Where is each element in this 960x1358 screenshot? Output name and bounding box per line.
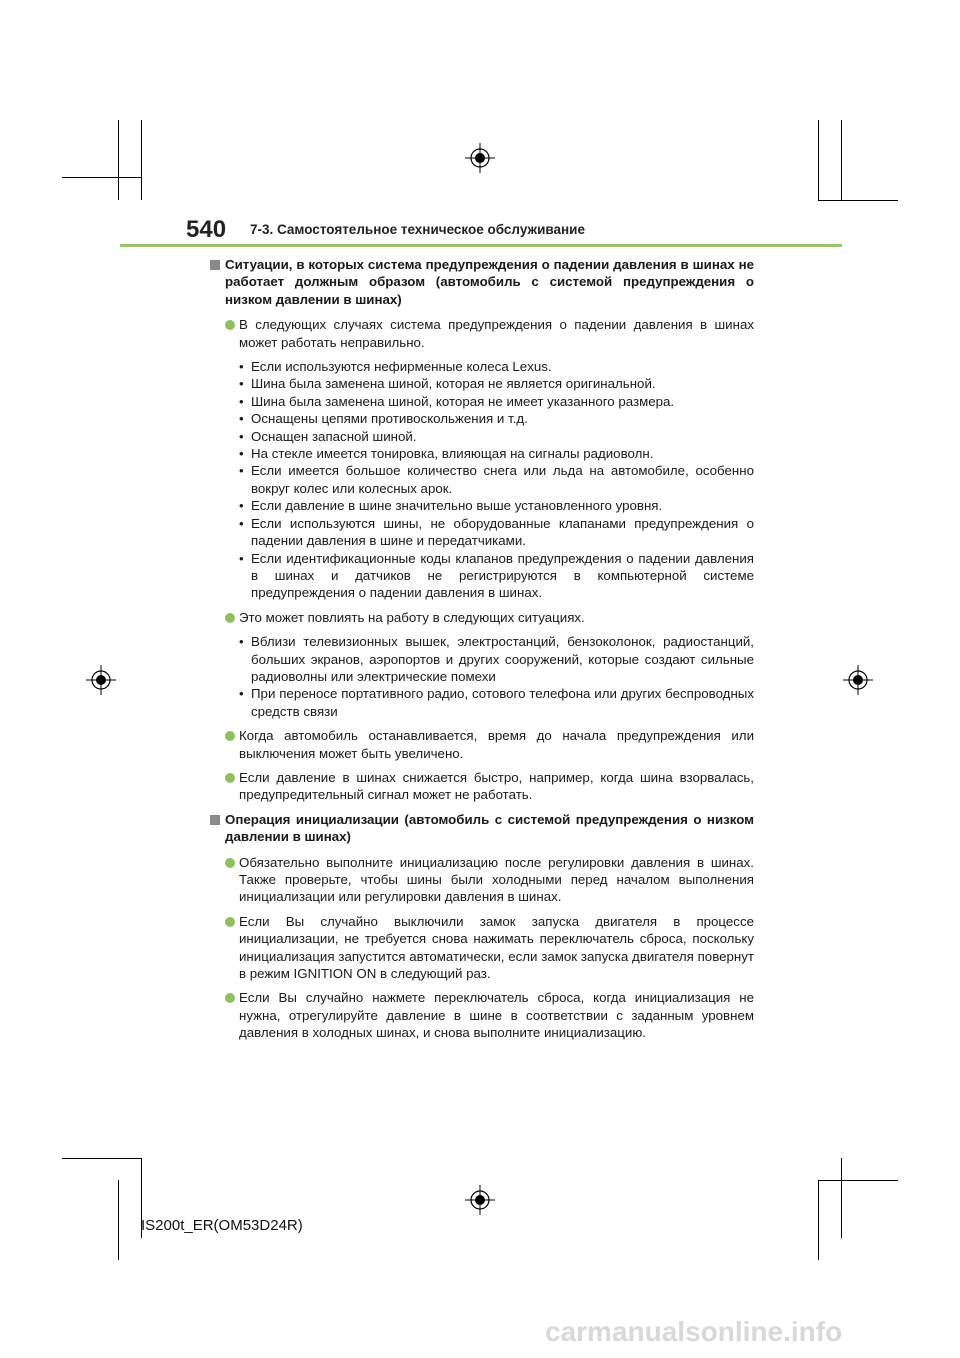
square-bullet-icon bbox=[210, 260, 220, 270]
list-item: • Если идентификационные коды клапанов предупреждения о падении давления в шинах и датчиков не регистрируются в компьютерной системе предупреждения о падении давления в шинах. bbox=[251, 550, 754, 602]
circle-bullet-icon bbox=[225, 773, 235, 783]
crop-mark bbox=[841, 120, 842, 200]
header-divider bbox=[120, 244, 842, 247]
registration-mark-icon bbox=[843, 665, 873, 695]
list-item: • При переносе портативного радио, сотового телефона или других беспроводных средств связи bbox=[251, 685, 754, 720]
paragraph bbox=[210, 913, 754, 983]
section-heading bbox=[210, 811, 754, 846]
crop-mark bbox=[118, 120, 119, 200]
circle-bullet-icon bbox=[225, 917, 235, 927]
circle-bullet-icon bbox=[225, 613, 235, 623]
paragraph bbox=[210, 854, 754, 906]
list-item: • Оснащен запасной шиной. bbox=[251, 428, 754, 445]
list-item: • Если используются шины, не оборудованные клапанами предупреждения о падении давления в шине и передатчиками. bbox=[251, 515, 754, 550]
list-item: • Шина была заменена шиной, которая не имеет указанного размера. bbox=[251, 393, 754, 410]
square-bullet-icon bbox=[210, 815, 220, 825]
watermark: carmanualsonline.info bbox=[545, 1316, 843, 1347]
paragraph bbox=[210, 727, 754, 762]
crop-mark bbox=[141, 120, 142, 200]
paragraph bbox=[210, 609, 754, 626]
circle-bullet-icon bbox=[225, 731, 235, 741]
list-item: • Оснащены цепями противоскольжения и т.д. bbox=[251, 410, 754, 427]
paragraph-text: Если Вы случайно выключили замок запуска двигателя в процессе инициализации, не требуется снова нажимать переключатель сброса, поскольку инициализация запустится автоматически, если замок запуска двигателя повернут в режим IGNITION ON в следующий раз. bbox=[239, 913, 754, 982]
crop-mark bbox=[118, 1180, 119, 1260]
circle-bullet-icon bbox=[225, 993, 235, 1003]
list-item: • На стекле имеется тонировка, влияющая на сигналы радиоволн. bbox=[251, 445, 754, 462]
section-title: 7-3. Самостоятельное техническое обслуживание bbox=[250, 222, 585, 237]
paragraph bbox=[210, 989, 754, 1041]
section-heading-text: Ситуации, в которых система предупреждения о падении давления в шинах не работает должным образом (автомобиль с системой предупреждения о низком давлении в шинах) bbox=[225, 257, 754, 307]
paragraph-text: Когда автомобиль останавливается, время до начала предупреждения или выключения может быть увеличено. bbox=[239, 728, 754, 761]
crop-mark bbox=[818, 120, 819, 200]
crop-mark bbox=[818, 200, 898, 201]
paragraph-text: В следующих случаях система предупреждения о падении давления в шинах может работать неправильно. bbox=[239, 317, 754, 350]
crop-mark bbox=[62, 1158, 142, 1159]
registration-mark-icon bbox=[86, 665, 116, 695]
paragraph-text: Если давление в шинах снижается быстро, например, когда шина взорвалась, предупредительный сигнал может не работать. bbox=[239, 769, 754, 803]
bullet-list bbox=[210, 633, 754, 720]
page-content bbox=[210, 252, 754, 1049]
section-heading-text: Операция инициализации (автомобиль с системой предупреждения о низком давлении в шинах) bbox=[225, 811, 754, 845]
page-number: 540 bbox=[186, 216, 227, 243]
crop-mark bbox=[818, 1180, 898, 1181]
list-item: • Если имеется большое количество снега или льда на автомобиле, особенно вокруг колес или колесных арок. bbox=[251, 462, 754, 497]
crop-mark bbox=[818, 1180, 819, 1260]
paragraph bbox=[210, 316, 754, 351]
registration-mark-icon bbox=[465, 143, 495, 173]
circle-bullet-icon bbox=[225, 858, 235, 868]
crop-mark bbox=[841, 1158, 842, 1238]
list-item: • Шина была заменена шиной, которая не является оригинальной. bbox=[251, 375, 754, 392]
paragraph-text: Если Вы случайно нажмете переключатель сброса, когда инициализация не нужна, отрегулируйте давление в шине в соответствии с заданным уровнем давления в холодных шинах, и снова выполните инициализацию. bbox=[239, 990, 754, 1041]
bullet-list bbox=[210, 358, 754, 602]
paragraph-text: Это может повлиять на работу в следующих ситуациях. bbox=[239, 609, 585, 625]
paragraph-text: Обязательно выполните инициализацию после регулировки давления в шинах. Также проверьте, чтобы шины были холодными перед началом выполнения инициализации или регулировки давления в шинах. bbox=[239, 854, 754, 905]
crop-mark bbox=[62, 177, 142, 178]
list-item: • Если давление в шине значительно выше установленного уровня. bbox=[251, 497, 754, 514]
paragraph bbox=[210, 769, 754, 804]
list-item: • Если используются нефирменные колеса Lexus. bbox=[251, 358, 754, 375]
circle-bullet-icon bbox=[225, 320, 235, 330]
list-item: • Вблизи телевизионных вышек, электростанций, бензоколонок, радиостанций, больших экранов, аэропортов и других сооружений, которые создают сильные радиоволны или электрические помехи bbox=[251, 633, 754, 685]
manual-code: IS200t_ER(OM53D24R) bbox=[141, 1217, 303, 1234]
registration-mark-icon bbox=[465, 1185, 495, 1215]
section-heading bbox=[210, 256, 754, 308]
